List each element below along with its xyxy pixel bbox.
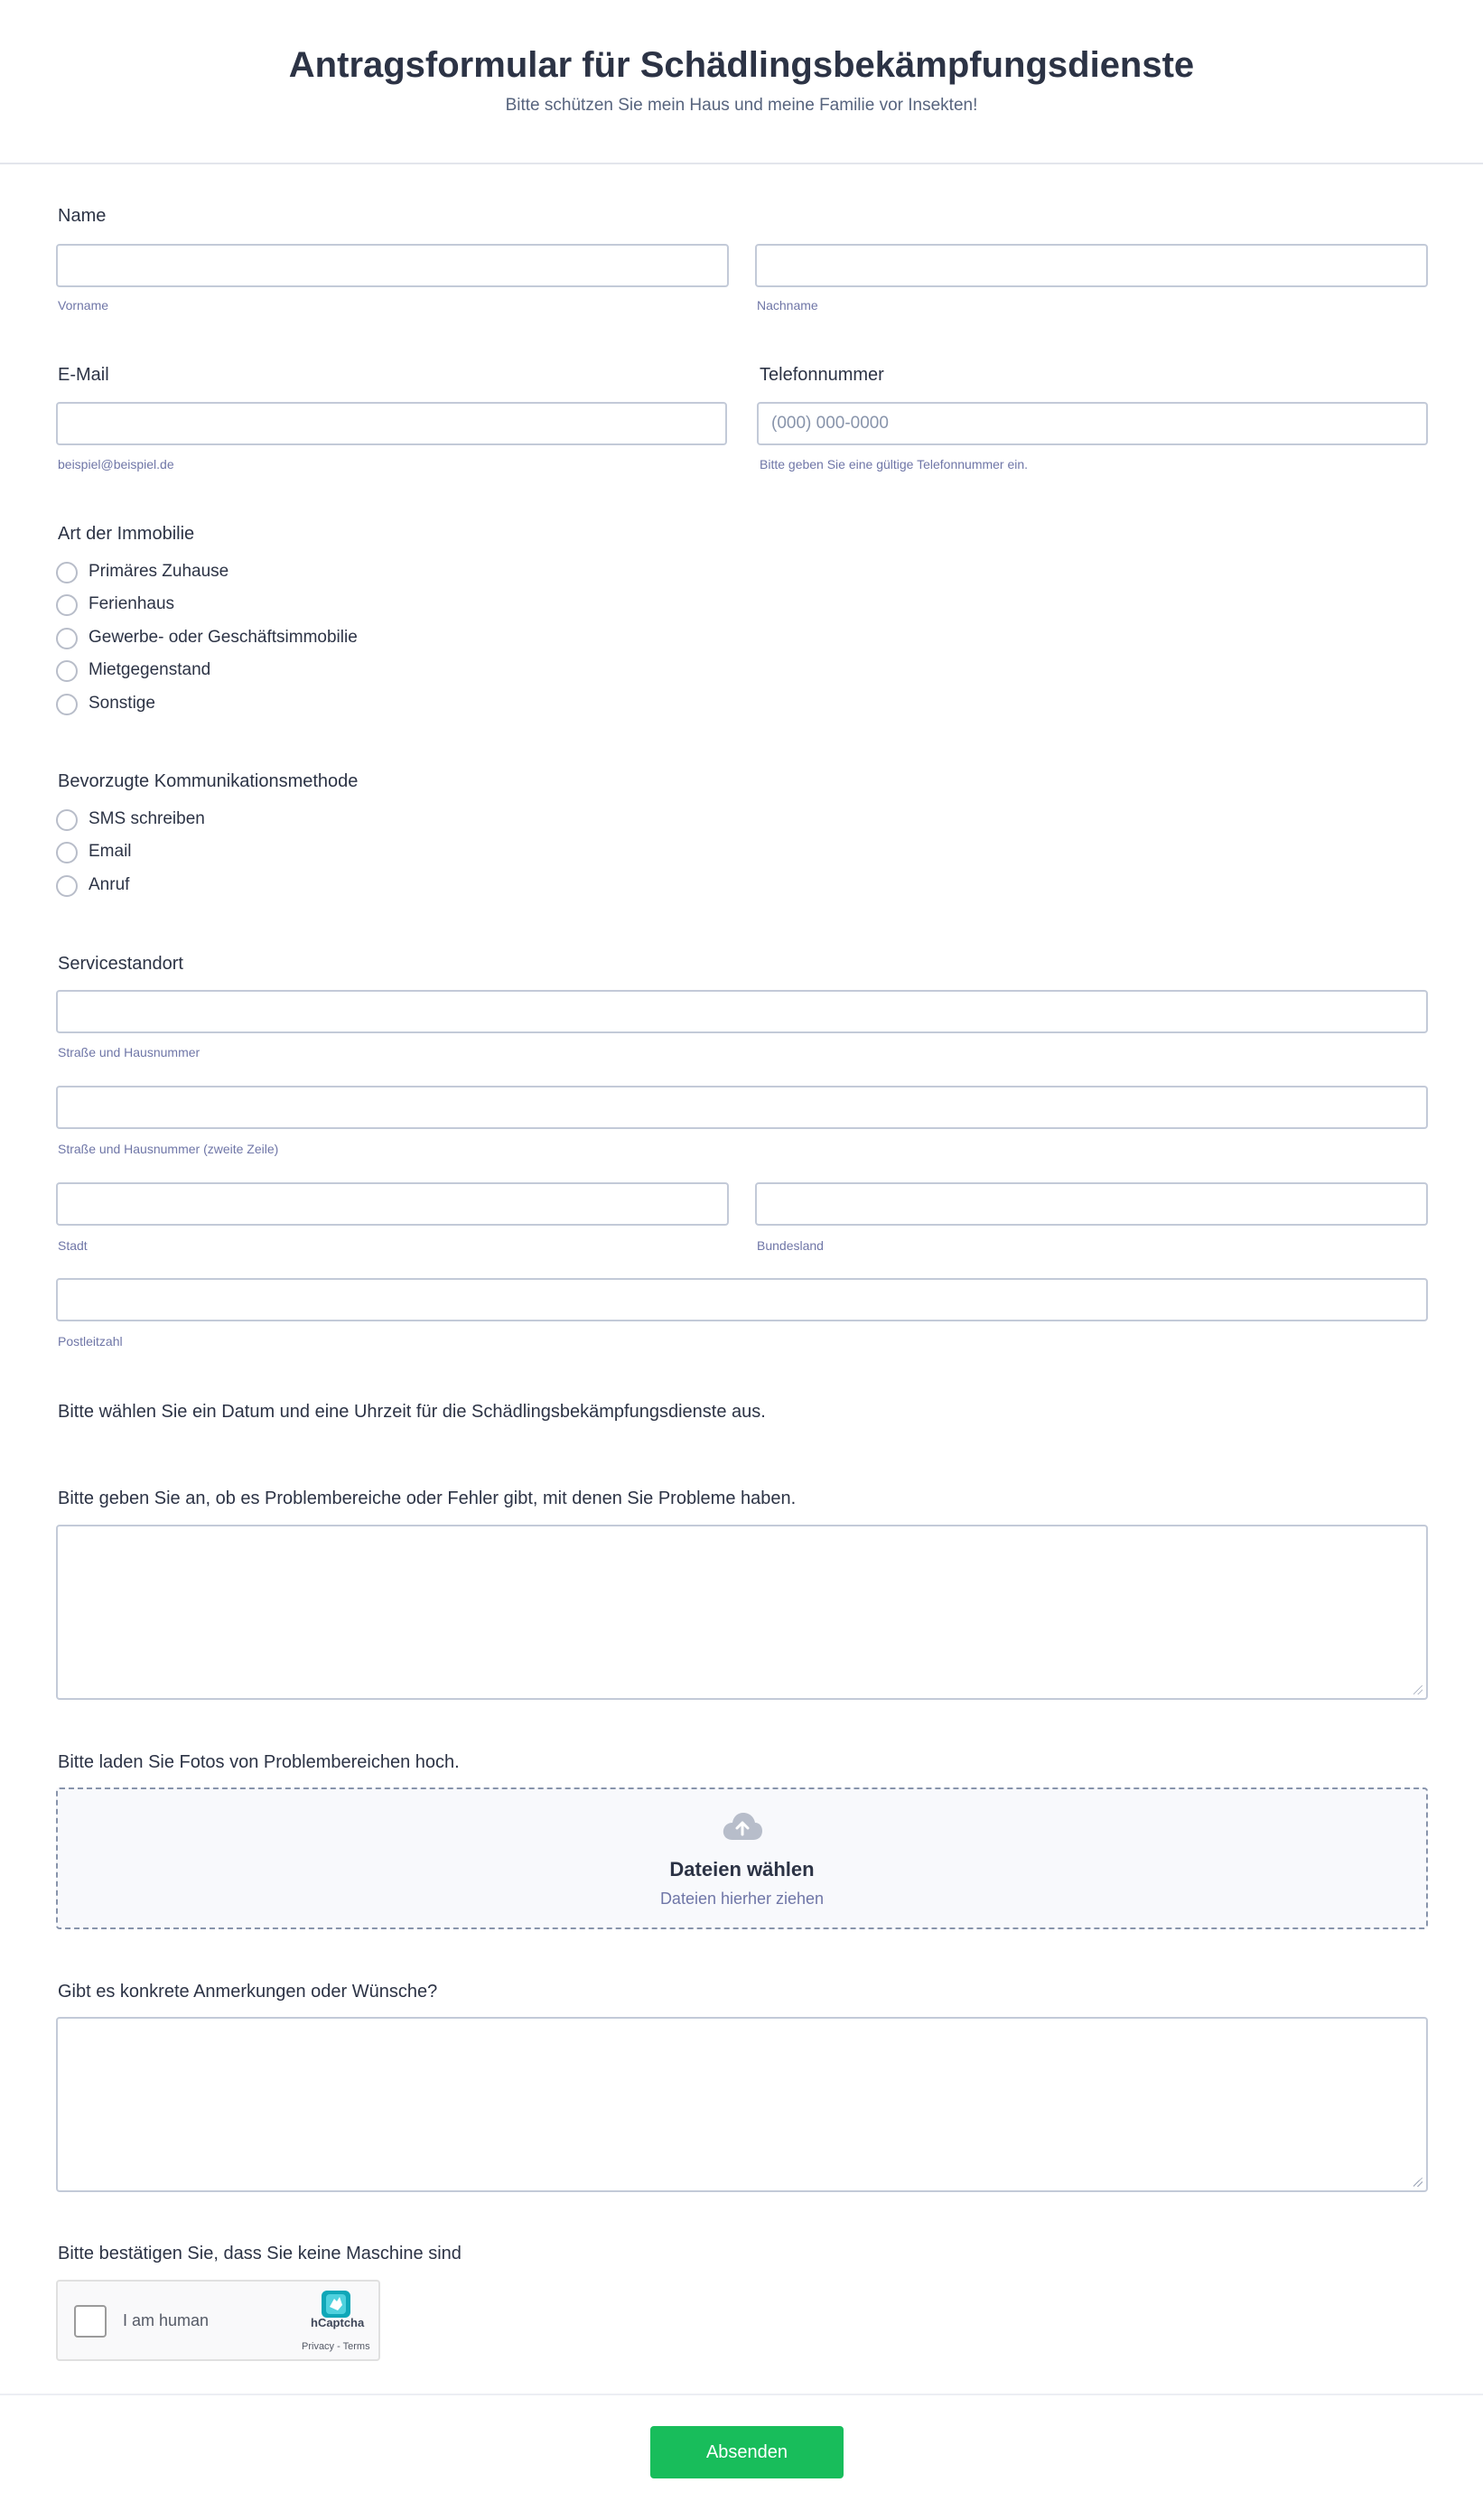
- radio-circle[interactable]: [56, 842, 78, 863]
- email-input[interactable]: [56, 402, 727, 445]
- city-input[interactable]: [56, 1182, 729, 1226]
- name-label: Name: [58, 206, 107, 226]
- form-header: [0, 0, 1483, 164]
- state-sublabel: Bundesland: [757, 1238, 824, 1253]
- phone-label: Telefonnummer: [760, 365, 884, 385]
- resize-handle-icon[interactable]: [1413, 1685, 1422, 1694]
- radio-circle[interactable]: [56, 875, 78, 897]
- form-title: Antragsformular für Schädlingsbekämpfungsdienste: [288, 45, 1195, 85]
- street-input[interactable]: [56, 990, 1428, 1033]
- service-location-label: Servicestandort: [58, 954, 183, 974]
- hcaptcha-brand: hCaptcha: [311, 2316, 365, 2329]
- choose-files-button[interactable]: Dateien wählen: [669, 1858, 815, 1881]
- submit-button[interactable]: Absenden: [650, 2426, 844, 2478]
- radio-circle[interactable]: [56, 660, 78, 682]
- email-sublabel: beispiel@beispiel.de: [58, 457, 174, 471]
- property-type-label: Art der Immobilie: [58, 524, 195, 544]
- captcha-links[interactable]: Privacy - Terms: [302, 2341, 370, 2352]
- first-name-sublabel: Vorname: [58, 298, 109, 313]
- email-label: E-Mail: [58, 365, 109, 385]
- radio-label: Sonstige: [89, 694, 155, 713]
- radio-circle[interactable]: [56, 809, 78, 831]
- phone-sublabel: Bitte geben Sie eine gültige Telefonnummer ein.: [760, 457, 1029, 471]
- radio-label: Anruf: [89, 875, 130, 894]
- state-input[interactable]: [755, 1182, 1428, 1226]
- captcha-label: Bitte bestätigen Sie, dass Sie keine Maschine sind: [58, 2244, 462, 2263]
- resize-handle-icon[interactable]: [1413, 2178, 1422, 2187]
- hcaptcha-widget: [56, 2280, 380, 2361]
- radio-label: Ferienhaus: [89, 594, 175, 613]
- footer-divider: [0, 2394, 1483, 2395]
- street-sublabel: Straße und Hausnummer: [58, 1045, 201, 1059]
- captcha-checkbox[interactable]: [74, 2305, 107, 2338]
- problems-textarea[interactable]: [56, 1525, 1428, 1700]
- drag-files-hint: Dateien hierher ziehen: [659, 1890, 825, 1908]
- radio-label: Mietgegenstand: [89, 660, 211, 679]
- phone-input[interactable]: [757, 402, 1428, 445]
- radio-label: Email: [89, 842, 132, 861]
- file-upload-area[interactable]: [56, 1787, 1428, 1929]
- street2-input[interactable]: [56, 1086, 1428, 1129]
- captcha-checkbox-text: I am human: [123, 2311, 210, 2329]
- form-subtitle: Bitte schützen Sie mein Haus und meine Familie vor Insekten!: [505, 96, 978, 115]
- remarks-label: Gibt es konkrete Anmerkungen oder Wünsche?: [58, 1982, 438, 2002]
- last-name-sublabel: Nachname: [757, 298, 818, 313]
- radio-label: SMS schreiben: [89, 809, 205, 828]
- remarks-textarea[interactable]: [56, 2017, 1428, 2192]
- upload-label: Bitte laden Sie Fotos von Problembereichen hoch.: [58, 1752, 460, 1772]
- radio-circle[interactable]: [56, 594, 78, 616]
- radio-label: Primäres Zuhause: [89, 562, 229, 581]
- cloud-upload-icon: [58, 1811, 1426, 1846]
- street2-sublabel: Straße und Hausnummer (zweite Zeile): [58, 1142, 279, 1156]
- date-time-label: Bitte wählen Sie ein Datum und eine Uhrzeit für die Schädlingsbekämpfungsdienste aus.: [58, 1402, 766, 1422]
- radio-circle[interactable]: [56, 694, 78, 715]
- first-name-input[interactable]: [56, 244, 729, 287]
- problems-label: Bitte geben Sie an, ob es Problembereiche oder Fehler gibt, mit denen Sie Probleme haben.: [58, 1489, 797, 1508]
- contact-method-label: Bevorzugte Kommunikationsmethode: [58, 771, 359, 791]
- phone-placeholder: (000) 000-0000: [771, 414, 889, 433]
- city-sublabel: Stadt: [58, 1238, 88, 1253]
- last-name-input[interactable]: [755, 244, 1428, 287]
- zip-input[interactable]: [56, 1278, 1428, 1321]
- radio-circle[interactable]: [56, 628, 78, 649]
- radio-circle[interactable]: [56, 562, 78, 583]
- radio-label: Gewerbe- oder Geschäftsimmobilie: [89, 628, 358, 647]
- zip-sublabel: Postleitzahl: [58, 1334, 123, 1349]
